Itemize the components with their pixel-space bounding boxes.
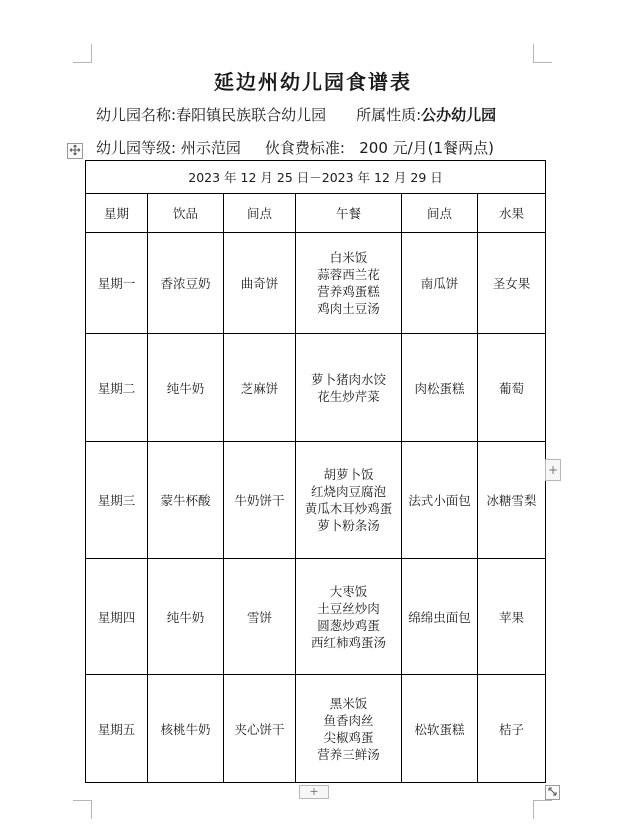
day-cell: 星期三 [86, 442, 148, 559]
nature-value: 公办幼儿园 [421, 106, 497, 124]
fruit-cell: 葡萄 [478, 334, 546, 442]
snack-1-cell: 夹心饼干 [224, 675, 296, 783]
drink-cell: 纯牛奶 [148, 334, 224, 442]
header-snack-2: 间点 [402, 194, 478, 233]
day-cell: 星期一 [86, 233, 148, 334]
table-row [86, 675, 546, 783]
header-lunch: 午餐 [296, 194, 402, 233]
lunch-cell [296, 442, 402, 559]
drink-cell: 香浓豆奶 [148, 233, 224, 334]
fruit-cell: 冰糖雪梨 [478, 442, 546, 559]
page-title: 延边州幼儿园食谱表 [214, 70, 412, 94]
snack-2-cell: 绵绵虫面包 [402, 559, 478, 675]
table-row [86, 442, 546, 559]
lunch-item: 蒜蓉西兰花 [317, 267, 380, 282]
menu-table [85, 160, 546, 783]
fruit-cell: 桔子 [478, 675, 546, 783]
lunch-item: 萝卜粉条汤 [317, 518, 380, 533]
fruit-cell: 苹果 [478, 559, 546, 675]
header-drink: 饮品 [148, 194, 224, 233]
name-value: 春阳镇民族联合幼儿园 [176, 106, 327, 124]
snack-2-cell: 法式小面包 [402, 442, 478, 559]
lunch-item: 红烧肉豆腐泡 [310, 484, 386, 499]
info-line-2 [96, 137, 494, 158]
table-row [86, 559, 546, 675]
lunch-item: 鸡肉土豆汤 [317, 301, 380, 316]
lunch-item: 尖椒鸡蛋 [323, 729, 374, 745]
lunch-item: 鱼香肉丝 [323, 712, 374, 728]
lunch-item: 黄瓜木耳炒鸡蛋 [304, 501, 393, 516]
day-cell: 星期二 [86, 334, 148, 442]
lunch-item: 花生炒芹菜 [317, 388, 380, 404]
lunch-cell [296, 334, 402, 442]
header-fruit: 水果 [478, 194, 546, 233]
date-range: 2023 年 12 月 25 日－2023 年 12 月 29 日 [86, 161, 546, 194]
add-row-button[interactable]: + [299, 785, 329, 799]
lunch-item: 胡萝卜饭 [323, 467, 374, 482]
nature-label: 所属性质: [356, 106, 422, 124]
page-corner-top-left [73, 44, 92, 63]
snack-1-cell: 曲奇饼 [224, 233, 296, 334]
resize-arrow-icon [547, 786, 558, 797]
drink-cell: 纯牛奶 [148, 559, 224, 675]
page-corner-bottom-right [533, 800, 552, 819]
drink-cell: 核桃牛奶 [148, 675, 224, 783]
table-move-icon[interactable] [67, 143, 83, 159]
snack-1-cell: 牛奶饼干 [224, 442, 296, 559]
lunch-item: 土豆丝炒肉 [317, 600, 380, 616]
lunch-item: 黑米饭 [329, 695, 368, 711]
page-corner-top-right [533, 44, 552, 63]
header-day: 星期 [86, 194, 148, 233]
snack-2-cell: 肉松蛋糕 [402, 334, 478, 442]
level-value: 州示范园 [180, 139, 241, 157]
move-arrows-icon [69, 144, 81, 156]
level-label: 幼儿园等级: [96, 139, 177, 157]
table-resize-icon[interactable] [545, 785, 560, 800]
day-cell: 星期四 [86, 559, 148, 675]
snack-1-cell: 雪饼 [224, 559, 296, 675]
lunch-item: 营养三鲜汤 [317, 746, 380, 762]
snack-2-cell: 松软蛋糕 [402, 675, 478, 783]
table-row [86, 334, 546, 442]
lunch-item: 营养鸡蛋糕 [317, 284, 380, 299]
lunch-cell [296, 675, 402, 783]
add-column-button[interactable]: + [545, 459, 561, 481]
info-line-1 [96, 104, 496, 125]
name-label: 幼儿园名称: [96, 106, 177, 124]
lunch-item: 萝卜猪肉水饺 [310, 371, 386, 387]
lunch-item: 西红柿鸡蛋汤 [310, 634, 386, 650]
lunch-cell [296, 559, 402, 675]
lunch-cell [296, 233, 402, 334]
lunch-item: 大枣饭 [329, 583, 368, 599]
day-cell: 星期五 [86, 675, 148, 783]
drink-cell: 蒙牛杯酸 [148, 442, 224, 559]
fruit-cell: 圣女果 [478, 233, 546, 334]
snack-2-cell: 南瓜饼 [402, 233, 478, 334]
fee-label: 伙食费标准: [264, 139, 345, 157]
lunch-item: 白米饭 [329, 250, 368, 265]
page-corner-bottom-left [73, 800, 92, 819]
snack-1-cell: 芝麻饼 [224, 334, 296, 442]
lunch-item: 圆葱炒鸡蛋 [317, 617, 380, 633]
table-row [86, 233, 546, 334]
header-snack-1: 间点 [224, 194, 296, 233]
fee-value: 200 元/月(1餐两点) [359, 139, 494, 157]
